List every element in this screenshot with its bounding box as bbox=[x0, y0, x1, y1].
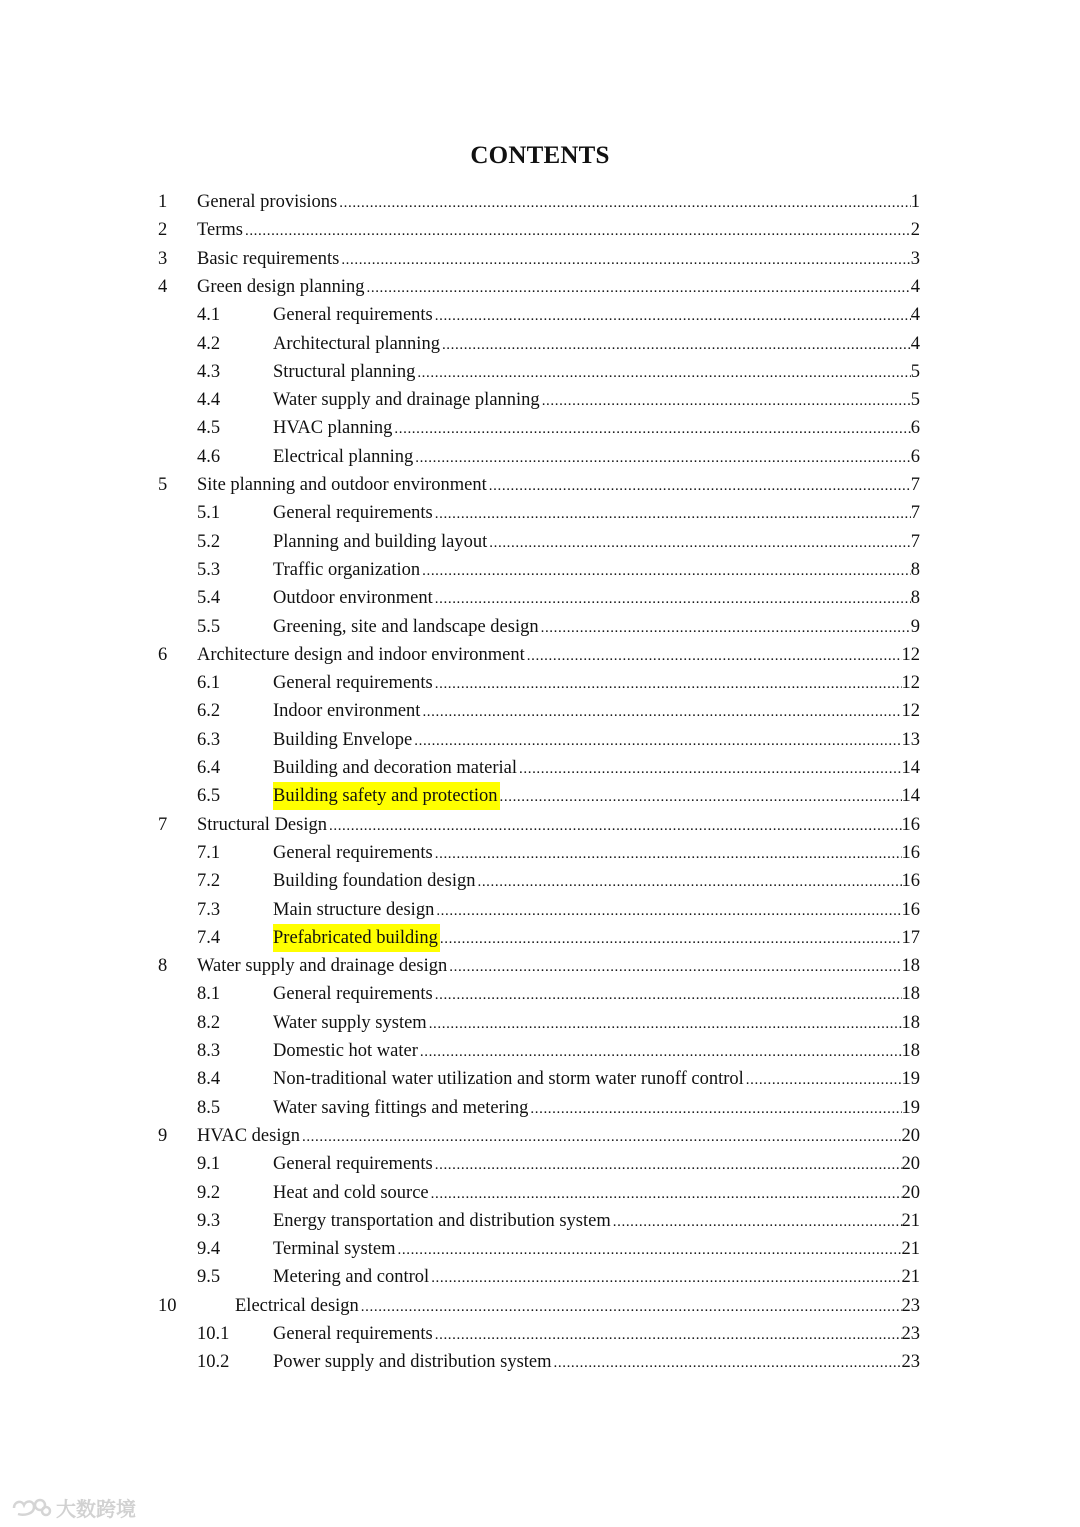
toc-dot-leader bbox=[435, 500, 911, 528]
toc-entry-line bbox=[273, 499, 920, 528]
toc-entry bbox=[0, 584, 1080, 612]
toc-entry bbox=[0, 1094, 1080, 1122]
toc-entry-line bbox=[273, 839, 920, 868]
toc-entry bbox=[0, 952, 1080, 980]
toc-entry-number: 4.3 bbox=[197, 361, 221, 382]
toc-page-number: 12 bbox=[901, 673, 920, 694]
toc-entry-number: 10.2 bbox=[197, 1352, 230, 1373]
toc-entry-title: Basic requirements bbox=[197, 248, 340, 269]
toc-entry-number: 9 bbox=[158, 1125, 168, 1146]
toc-entry bbox=[0, 1065, 1080, 1093]
toc-entry-line bbox=[273, 896, 920, 925]
toc-entry bbox=[0, 1122, 1080, 1150]
toc-dot-leader bbox=[435, 981, 902, 1009]
toc-entry-title: Building Envelope bbox=[273, 729, 413, 750]
toc-entry-line bbox=[273, 1320, 920, 1349]
toc-entry-title: Green design planning bbox=[197, 276, 365, 297]
toc-page-number: 20 bbox=[901, 1182, 920, 1203]
toc-entry bbox=[0, 1207, 1080, 1235]
toc-dot-leader bbox=[420, 1038, 902, 1066]
toc-entry-number: 9.3 bbox=[197, 1210, 221, 1231]
toc-entry-title: HVAC design bbox=[197, 1125, 300, 1146]
toc-entry-title: Water supply and drainage design bbox=[197, 956, 448, 977]
toc-entry-line bbox=[273, 924, 920, 953]
toc-entry-line bbox=[273, 301, 920, 330]
watermark-logo-icon bbox=[10, 1496, 52, 1520]
toc-entry bbox=[0, 839, 1080, 867]
toc-entry-number: 5.1 bbox=[197, 503, 221, 524]
toc-entry-number: 9.1 bbox=[197, 1154, 221, 1175]
toc-entry-title-highlighted: Prefabricated building bbox=[273, 924, 440, 952]
toc-page-number: 5 bbox=[910, 390, 920, 411]
toc-entry bbox=[0, 216, 1080, 244]
toc-page-number: 6 bbox=[910, 446, 920, 467]
toc-entry-line bbox=[273, 1179, 920, 1208]
toc-entry-title: General requirements bbox=[273, 503, 433, 524]
toc-dot-leader bbox=[436, 897, 901, 925]
toc-entry-title: General provisions bbox=[197, 192, 338, 212]
toc-dot-leader bbox=[442, 331, 911, 359]
toc-dot-leader bbox=[339, 189, 910, 217]
toc-entry-title: Indoor environment bbox=[273, 701, 421, 722]
toc-page-number: 23 bbox=[901, 1352, 920, 1373]
toc-entry-title: Metering and control bbox=[273, 1267, 430, 1288]
toc-page-number: 12 bbox=[901, 701, 920, 722]
toc-page-number: 23 bbox=[901, 1324, 920, 1344]
toc-entry-number: 5.4 bbox=[197, 588, 221, 609]
toc-entry-line bbox=[273, 980, 920, 1009]
toc-entry-title: Outdoor environment bbox=[273, 588, 433, 609]
toc-dot-leader bbox=[422, 557, 911, 585]
toc-dot-leader bbox=[435, 585, 911, 613]
toc-entry-line bbox=[273, 386, 920, 415]
toc-dot-leader bbox=[541, 614, 911, 642]
toc-entry-line bbox=[273, 414, 920, 443]
toc-page-number: 4 bbox=[910, 276, 920, 297]
toc-entry-number: 2 bbox=[158, 220, 168, 241]
toc-dot-leader bbox=[417, 359, 910, 387]
toc-entry-title: HVAC planning bbox=[273, 418, 393, 439]
toc-entry-number: 8.1 bbox=[197, 984, 221, 1005]
toc-page-number: 5 bbox=[910, 361, 920, 382]
toc-entry-number: 1 bbox=[158, 192, 168, 212]
toc-entry-title: Electrical planning bbox=[273, 446, 414, 467]
toc-entry-title: Planning and building layout bbox=[273, 531, 488, 552]
toc-entry-line bbox=[273, 613, 920, 642]
toc-entry bbox=[0, 301, 1080, 329]
toc-dot-leader bbox=[435, 1321, 902, 1349]
toc-dot-leader bbox=[422, 698, 901, 726]
toc-entry-line bbox=[197, 188, 920, 217]
toc-entry-title: Main structure design bbox=[273, 899, 435, 920]
toc-entry-line bbox=[235, 1292, 920, 1321]
toc-entry-title: Water saving fittings and metering bbox=[273, 1097, 529, 1118]
toc-entry-title: Non-traditional water utilization and storm water runoff control bbox=[273, 1069, 744, 1090]
toc-entry bbox=[0, 1263, 1080, 1291]
toc-dot-leader bbox=[414, 727, 901, 755]
toc-dot-leader bbox=[500, 783, 902, 811]
toc-page-number: 18 bbox=[901, 1041, 920, 1061]
toc-page-number: 14 bbox=[901, 786, 920, 807]
toc-entry bbox=[0, 697, 1080, 725]
toc-entry-title: Structural Design bbox=[197, 814, 327, 835]
toc-dot-leader bbox=[367, 274, 911, 302]
toc-entry bbox=[0, 188, 1080, 216]
toc-entry-number: 9.2 bbox=[197, 1182, 221, 1203]
toc-page-number: 3 bbox=[910, 248, 920, 269]
toc-page-number: 7 bbox=[910, 531, 920, 552]
toc-entry-number: 8.3 bbox=[197, 1041, 221, 1061]
toc-page-number: 16 bbox=[901, 871, 920, 892]
toc-entry bbox=[0, 613, 1080, 641]
toc-dot-leader bbox=[542, 387, 911, 415]
toc-dot-leader bbox=[449, 953, 901, 981]
toc-entry-title: Building foundation design bbox=[273, 871, 476, 892]
toc-entry bbox=[0, 245, 1080, 273]
toc-dot-leader bbox=[431, 1180, 902, 1208]
toc-entry-number: 10 bbox=[158, 1295, 177, 1316]
toc-entry-line bbox=[273, 1263, 920, 1292]
toc-entry-line bbox=[273, 867, 920, 896]
toc-entry-title: Traffic organization bbox=[273, 559, 421, 580]
toc-entry-number: 8.2 bbox=[197, 1012, 221, 1033]
toc-entry bbox=[0, 471, 1080, 499]
toc-entry-number: 8.4 bbox=[197, 1069, 221, 1090]
toc-entry-number: 6 bbox=[158, 644, 168, 665]
toc-entry bbox=[0, 867, 1080, 895]
toc-entry bbox=[0, 556, 1080, 584]
toc-entry-title: Site planning and outdoor environment bbox=[197, 475, 487, 495]
toc-entry bbox=[0, 358, 1080, 386]
toc-entry bbox=[0, 1348, 1080, 1376]
toc-entry-line bbox=[197, 216, 920, 245]
toc-dot-leader bbox=[440, 925, 902, 953]
toc-dot-leader bbox=[394, 415, 910, 443]
toc-dot-leader bbox=[435, 302, 911, 330]
toc-entry-title: Electrical design bbox=[235, 1295, 359, 1316]
toc-page-number: 12 bbox=[901, 644, 920, 665]
toc-entry-number: 4.6 bbox=[197, 446, 221, 467]
toc-entry-line bbox=[273, 1235, 920, 1264]
toc-page-number: 8 bbox=[910, 588, 920, 609]
toc-entry-title: Domestic hot water bbox=[273, 1041, 418, 1061]
toc-entry-line bbox=[273, 726, 920, 755]
toc-entry-number: 5.3 bbox=[197, 559, 221, 580]
toc-entry-line bbox=[273, 443, 920, 472]
toc-dot-leader bbox=[527, 642, 902, 670]
toc-entry-title: General requirements bbox=[273, 842, 433, 863]
toc-page-number: 6 bbox=[910, 418, 920, 439]
toc-entry bbox=[0, 811, 1080, 839]
toc-entry bbox=[0, 980, 1080, 1008]
toc-entry-line bbox=[273, 358, 920, 387]
toc-page-number: 17 bbox=[901, 927, 920, 948]
toc-dot-leader bbox=[489, 472, 911, 500]
toc-entry bbox=[0, 1320, 1080, 1348]
toc-entry-title: Terms bbox=[197, 220, 243, 241]
toc-dot-leader bbox=[435, 670, 902, 698]
toc-entry-number: 10.1 bbox=[197, 1324, 230, 1344]
toc-entry-number: 4.5 bbox=[197, 418, 221, 439]
toc-entry-line bbox=[273, 782, 920, 811]
toc-entry-title: General requirements bbox=[273, 305, 433, 326]
toc-dot-leader bbox=[477, 868, 901, 896]
toc-entry bbox=[0, 499, 1080, 527]
toc-dot-leader bbox=[429, 1010, 902, 1038]
toc-entry-line bbox=[197, 273, 920, 302]
toc-entry-title: General requirements bbox=[273, 1324, 433, 1344]
toc-dot-leader bbox=[245, 217, 911, 245]
toc-page-number: 9 bbox=[910, 616, 920, 637]
toc-entry bbox=[0, 1037, 1080, 1065]
toc-page-number: 16 bbox=[901, 814, 920, 835]
toc-dot-leader bbox=[435, 1151, 902, 1179]
toc-entry-title: Energy transportation and distribution system bbox=[273, 1210, 611, 1231]
toc-page-number: 23 bbox=[901, 1295, 920, 1316]
toc-entry bbox=[0, 1150, 1080, 1178]
toc-entry-line bbox=[273, 697, 920, 726]
toc-entry bbox=[0, 386, 1080, 414]
toc-entry-title: Power supply and distribution system bbox=[273, 1352, 552, 1373]
toc-entry-number: 6.4 bbox=[197, 758, 221, 778]
toc-entry-number: 7.3 bbox=[197, 899, 221, 920]
toc-dot-leader bbox=[746, 1066, 902, 1094]
toc-page-number: 18 bbox=[901, 1012, 920, 1033]
toc-entry-line bbox=[273, 1348, 920, 1377]
toc-page-number: 14 bbox=[901, 758, 920, 778]
toc-entry-line bbox=[273, 528, 920, 557]
toc-entry-line bbox=[273, 1009, 920, 1038]
toc-entry-title: Greening, site and landscape design bbox=[273, 616, 539, 637]
toc-entry bbox=[0, 782, 1080, 810]
toc-dot-leader bbox=[431, 1264, 901, 1292]
watermark-text: 大数跨境 bbox=[56, 1497, 136, 1521]
toc-page-number: 21 bbox=[901, 1239, 920, 1260]
toc-entry-number: 4 bbox=[158, 276, 168, 297]
toc-entry-line bbox=[197, 641, 920, 670]
toc-dot-leader bbox=[530, 1095, 901, 1123]
toc-entry-line bbox=[197, 811, 920, 840]
toc-entry-number: 4.4 bbox=[197, 390, 221, 411]
toc-entry-line bbox=[273, 1037, 920, 1066]
toc-entry-line bbox=[273, 330, 920, 359]
toc-dot-leader bbox=[489, 529, 910, 557]
toc-page-number: 18 bbox=[901, 956, 920, 977]
toc-entry-number: 6.3 bbox=[197, 729, 221, 750]
toc-page-number: 16 bbox=[901, 899, 920, 920]
toc-entry-number: 5.2 bbox=[197, 531, 221, 552]
toc-entry-number: 7 bbox=[158, 814, 168, 835]
toc-page-number: 1 bbox=[910, 192, 920, 212]
toc-entry bbox=[0, 273, 1080, 301]
toc-entry-line bbox=[197, 1122, 920, 1151]
toc-entry bbox=[0, 726, 1080, 754]
toc-dot-leader bbox=[435, 840, 902, 868]
toc-entry-number: 3 bbox=[158, 248, 168, 269]
watermark bbox=[10, 1493, 136, 1522]
toc-entry bbox=[0, 896, 1080, 924]
toc-entry-number: 5.5 bbox=[197, 616, 221, 637]
toc-entry-line bbox=[273, 1094, 920, 1123]
page-title: CONTENTS bbox=[470, 142, 610, 169]
toc-dot-leader bbox=[361, 1293, 902, 1321]
toc-page-number: 21 bbox=[901, 1210, 920, 1231]
toc-entry-number: 7.2 bbox=[197, 871, 221, 892]
toc-dot-leader bbox=[613, 1208, 902, 1236]
toc-entry-number: 6.2 bbox=[197, 701, 221, 722]
toc-dot-leader bbox=[519, 755, 901, 783]
toc-page-number: 8 bbox=[910, 559, 920, 580]
toc-entry-line bbox=[197, 245, 920, 274]
toc-entry-title: Building and decoration material bbox=[273, 758, 518, 778]
toc-entry-line bbox=[197, 471, 920, 500]
toc-entry bbox=[0, 754, 1080, 782]
toc-entry bbox=[0, 1009, 1080, 1037]
toc-entry-line bbox=[273, 754, 920, 783]
toc-entry-line bbox=[273, 1150, 920, 1179]
toc-page-number: 19 bbox=[901, 1069, 920, 1090]
toc-entry-number: 9.5 bbox=[197, 1267, 221, 1288]
toc-page-number: 4 bbox=[910, 333, 920, 354]
toc-entry-number: 5 bbox=[158, 475, 168, 495]
toc-entry bbox=[0, 641, 1080, 669]
toc-dot-leader bbox=[341, 246, 910, 274]
toc-page-number: 2 bbox=[910, 220, 920, 241]
toc-entry-line bbox=[273, 556, 920, 585]
toc-dot-leader bbox=[329, 812, 902, 840]
toc-page-number: 18 bbox=[901, 984, 920, 1005]
toc-entry-line bbox=[273, 669, 920, 698]
toc-entry-number: 6.1 bbox=[197, 673, 221, 694]
toc-dot-leader bbox=[415, 444, 911, 472]
toc-entry-title: Water supply system bbox=[273, 1012, 427, 1033]
toc-entry bbox=[0, 1235, 1080, 1263]
toc-page-number: 19 bbox=[901, 1097, 920, 1118]
toc-entry bbox=[0, 414, 1080, 442]
toc-page-number: 13 bbox=[901, 729, 920, 750]
toc-entry bbox=[0, 1179, 1080, 1207]
toc-entry-title: Structural planning bbox=[273, 361, 416, 382]
toc-entry bbox=[0, 330, 1080, 358]
toc-entry bbox=[0, 443, 1080, 471]
toc-page-number: 20 bbox=[901, 1125, 920, 1146]
toc-dot-leader bbox=[398, 1236, 902, 1264]
toc-dot-leader bbox=[302, 1123, 902, 1151]
toc-page-number: 7 bbox=[910, 475, 920, 495]
toc-page-number: 7 bbox=[910, 503, 920, 524]
toc-entry-line bbox=[273, 584, 920, 613]
toc-entry-number: 8.5 bbox=[197, 1097, 221, 1118]
toc-entry-title: Terminal system bbox=[273, 1239, 396, 1260]
toc-entry bbox=[0, 528, 1080, 556]
toc-entry-line bbox=[273, 1207, 920, 1236]
toc-entry-title: Architecture design and indoor environment bbox=[197, 644, 525, 665]
toc-entry bbox=[0, 669, 1080, 697]
toc-entry bbox=[0, 924, 1080, 952]
toc-entry-title: General requirements bbox=[273, 1154, 433, 1175]
toc-page-number: 21 bbox=[901, 1267, 920, 1288]
toc-dot-leader bbox=[554, 1349, 902, 1377]
toc-entry-title-highlighted: Building safety and protection bbox=[273, 782, 500, 810]
toc-entry-number: 4.2 bbox=[197, 333, 221, 354]
toc-entry-title: Heat and cold source bbox=[273, 1182, 429, 1203]
toc-entry-number: 9.4 bbox=[197, 1239, 221, 1260]
toc-entry-line bbox=[273, 1065, 920, 1094]
toc-entry-number: 4.1 bbox=[197, 305, 221, 326]
toc-entry-title: Architectural planning bbox=[273, 333, 440, 354]
toc-entry-number: 7.4 bbox=[197, 927, 221, 948]
toc-entry-line bbox=[197, 952, 920, 981]
toc-entry-title: Water supply and drainage planning bbox=[273, 390, 540, 411]
toc-entry-number: 6.5 bbox=[197, 786, 221, 807]
toc-page-number: 16 bbox=[901, 842, 920, 863]
toc-page-number: 20 bbox=[901, 1154, 920, 1175]
toc-entry-number: 8 bbox=[158, 956, 168, 977]
toc-entry-title: General requirements bbox=[273, 673, 433, 694]
toc-entry-number: 7.1 bbox=[197, 842, 221, 863]
toc-page-number: 4 bbox=[910, 305, 920, 326]
toc-entry bbox=[0, 1292, 1080, 1320]
toc-entry-title: General requirements bbox=[273, 984, 433, 1005]
